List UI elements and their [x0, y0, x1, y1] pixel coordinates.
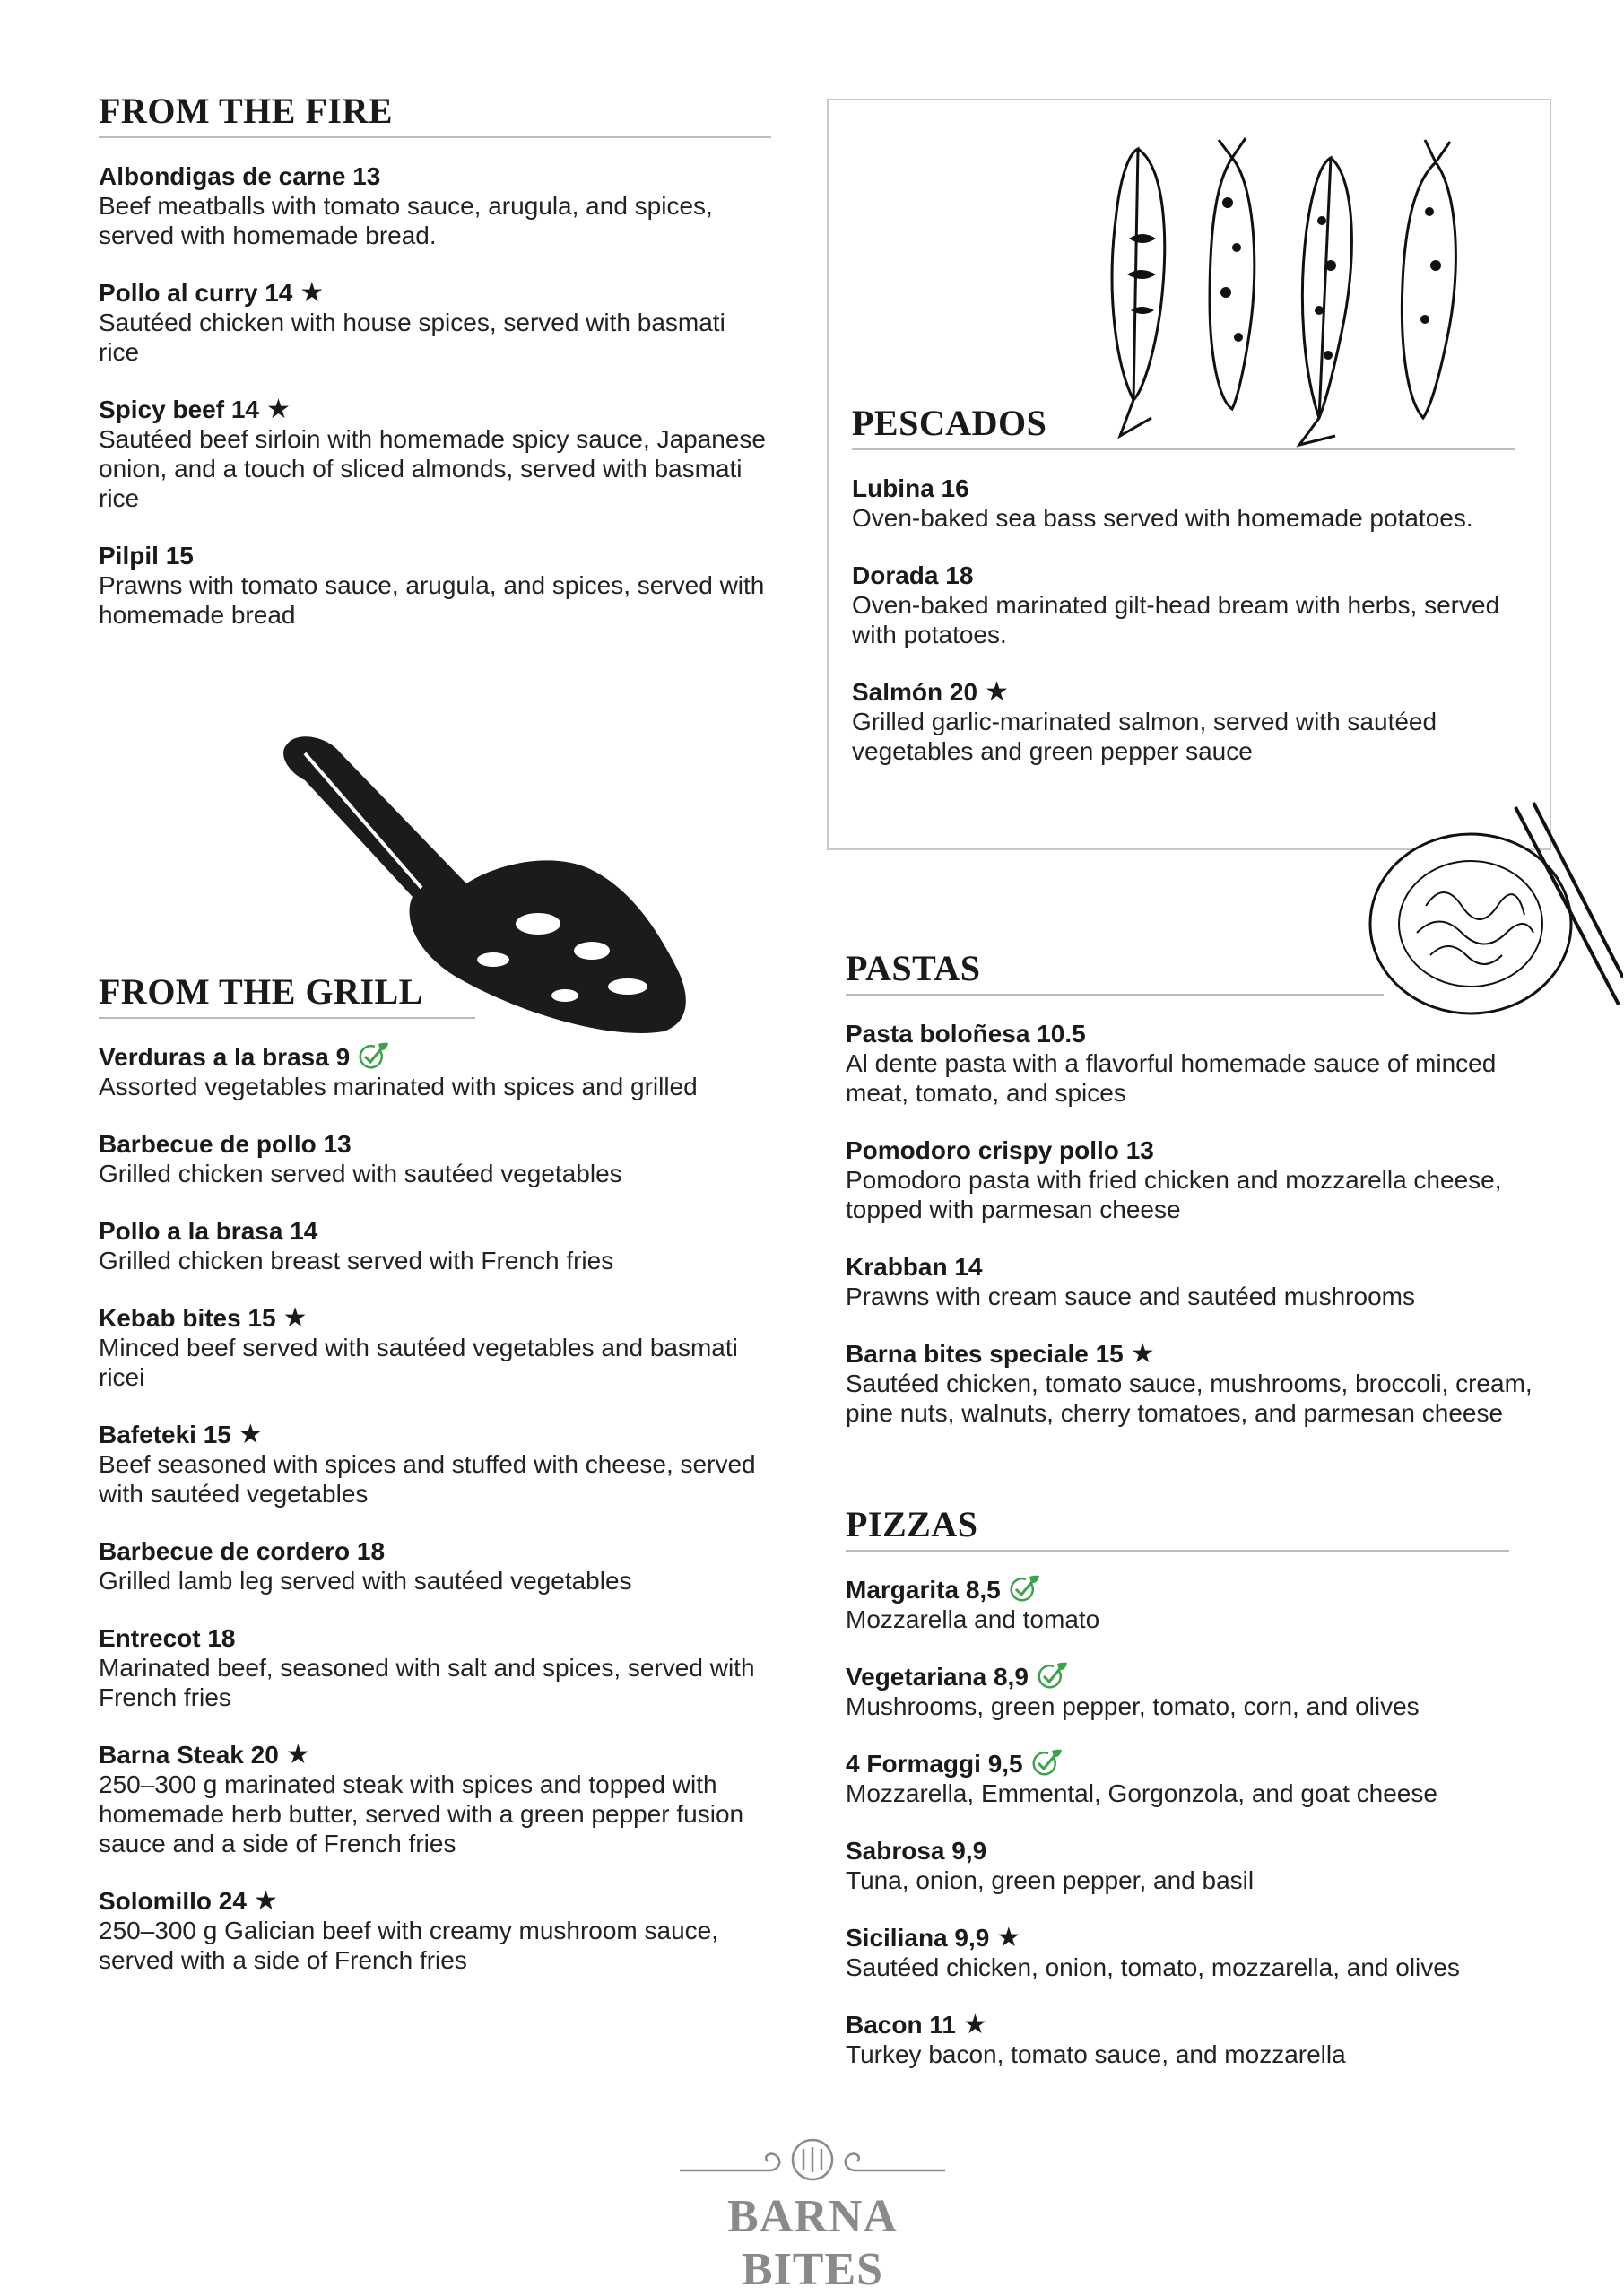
- menu-item-header: [99, 395, 771, 424]
- menu-item: [99, 1623, 780, 1712]
- menu-item: [99, 541, 771, 630]
- menu-item-header: [846, 1662, 1554, 1692]
- menu-item-name: Kebab bites: [99, 1304, 241, 1332]
- pescados-box: [827, 99, 1551, 850]
- menu-item-price: 18: [356, 1537, 386, 1565]
- menu-item-price: 24: [218, 1887, 247, 1915]
- menu-item: [99, 1420, 780, 1509]
- menu-item-description: Grilled garlic-marinated salmon, served with sautéed vegetables and green pepper sauce: [852, 708, 1437, 765]
- menu-item-header: [99, 1129, 780, 1159]
- section-pastas: [846, 948, 1554, 1456]
- menu-item-description: Prawns with tomato sauce, arugula, and spices, served with homemade bread: [99, 571, 765, 629]
- menu-item-header: [99, 1420, 780, 1449]
- chef-special-star-icon: ★: [985, 677, 1009, 707]
- menu-item-description: Beef seasoned with spices and stuffed with cheese, served with sautéed vegetables: [99, 1450, 756, 1508]
- menu-item-price: 10.5: [1037, 1020, 1086, 1048]
- menu-item-name: Margarita: [846, 1576, 960, 1604]
- menu-item-name: 4 Formaggi: [846, 1750, 981, 1778]
- menu-item-name: Bafeteki: [99, 1421, 196, 1448]
- chef-special-star-icon: ★: [285, 1740, 310, 1770]
- menu-item-name: Salmón: [852, 678, 943, 706]
- menu-item-description: Sautéed beef sirloin with homemade spicy sauce, Japanese onion, and a touch of sliced almonds, served with basmati rice: [99, 425, 766, 512]
- menu-item-header: [99, 1536, 780, 1566]
- brand-name: BARNA BITES: [727, 2191, 898, 2295]
- menu-item-price: 14: [230, 396, 259, 423]
- section-title-pizzas: PIZZAS: [846, 1507, 1509, 1552]
- menu-item: [99, 1303, 780, 1392]
- vegetarian-leaf-check-icon: [1030, 1749, 1063, 1778]
- brand-logo: [662, 2135, 963, 2295]
- menu-item-price: 8,9: [993, 1663, 1029, 1691]
- menu-item-description: Oven-baked sea bass served with homemade potatoes.: [852, 504, 1473, 532]
- menu-item-name: Barna bites speciale: [846, 1340, 1089, 1368]
- menu-item-description: Grilled chicken served with sautéed vegetables: [99, 1160, 622, 1187]
- menu-item: [99, 1536, 780, 1596]
- menu-item-name: Pollo a la brasa: [99, 1217, 283, 1245]
- menu-item-price: 11: [929, 2011, 956, 2039]
- menu-item-price: 20: [949, 678, 978, 706]
- menu-item-header: [99, 161, 771, 191]
- menu-item: [99, 161, 771, 250]
- menu-item-header: [846, 1749, 1554, 1779]
- chef-special-star-icon: ★: [1130, 1339, 1155, 1369]
- menu-item-price: 15: [165, 542, 194, 570]
- menu-item: [99, 1886, 780, 1975]
- chef-special-star-icon: ★: [238, 1420, 263, 1449]
- menu-item: [99, 1129, 780, 1188]
- menu-item-description: Marinated beef, seasoned with salt and spices, served with French fries: [99, 1654, 755, 1711]
- menu-item-header: [846, 2010, 1554, 2039]
- chef-special-star-icon: ★: [996, 1923, 1021, 1952]
- menu-item-description: Sautéed chicken, tomato sauce, mushrooms, broccoli, cream, pine nuts, walnuts, cherry tomatoes, and parmesan cheese: [846, 1370, 1533, 1427]
- chef-special-star-icon: ★: [962, 2010, 987, 2039]
- chef-special-star-icon: ★: [253, 1886, 278, 1916]
- section-title-pescados: PESCADOS: [852, 405, 1515, 450]
- menu-item-description: Mozzarella and tomato: [846, 1605, 1100, 1633]
- menu-item-header: [99, 1042, 780, 1072]
- menu-item-price: 15: [203, 1421, 231, 1448]
- menu-item: [99, 1216, 780, 1275]
- menu-item-price: 20: [250, 1741, 279, 1769]
- section-from-the-grill: [99, 971, 780, 2003]
- menu-item: [99, 1740, 780, 1858]
- menu-item: [846, 1923, 1554, 1982]
- menu-list-pizzas: [846, 1575, 1554, 2069]
- menu-item: [99, 395, 771, 513]
- menu-item-name: Pollo al curry: [99, 279, 258, 307]
- menu-item-header: [99, 1623, 780, 1653]
- menu-item-name: Barbecue de cordero: [99, 1537, 351, 1565]
- section-title-fire: FROM THE FIRE: [99, 93, 771, 138]
- menu-item: [846, 1575, 1554, 1634]
- menu-item-description: Assorted vegetables marinated with spices and grilled: [99, 1073, 698, 1100]
- menu-item-header: [846, 1923, 1554, 1952]
- menu-item-name: Entrecot: [99, 1624, 201, 1652]
- menu-item-description: Pomodoro pasta with fried chicken and mozzarella cheese, topped with parmesan cheese: [846, 1166, 1502, 1223]
- menu-item-name: Albondigas de carne: [99, 162, 346, 190]
- chef-special-star-icon: ★: [266, 395, 291, 424]
- menu-item-price: 16: [941, 474, 969, 502]
- menu-item-description: Grilled lamb leg served with sautéed vegetables: [99, 1567, 632, 1595]
- menu-item: [846, 1019, 1554, 1108]
- menu-item-description: Al dente pasta with a flavorful homemade sauce of minced meat, tomato, and spices: [846, 1049, 1497, 1107]
- menu-item-price: 18: [207, 1624, 236, 1652]
- menu-item-description: Beef meatballs with tomato sauce, arugula, and spices, served with homemade bread.: [99, 192, 713, 249]
- section-pescados: [852, 405, 1515, 794]
- menu-item-header: [846, 1252, 1554, 1282]
- menu-item-header: [99, 1303, 780, 1333]
- menu-item-header: [99, 1740, 780, 1770]
- menu-item-name: Spicy beef: [99, 396, 225, 423]
- menu-item-name: Pomodoro crispy pollo: [846, 1136, 1119, 1164]
- menu-item: [99, 278, 771, 367]
- menu-item-price: 9,9: [951, 1837, 987, 1865]
- menu-item: [846, 1749, 1554, 1808]
- menu-item-name: Dorada: [852, 561, 939, 589]
- menu-item-price: 14: [954, 1253, 983, 1281]
- menu-item-price: 13: [352, 162, 381, 190]
- menu-item-header: [99, 278, 771, 308]
- menu-item: [846, 1135, 1554, 1224]
- menu-item-price: 18: [945, 561, 974, 589]
- vegetarian-leaf-check-icon: [1036, 1662, 1068, 1691]
- menu-item-header: [99, 541, 771, 570]
- fork-spoon-knife-icon: [662, 2135, 963, 2188]
- menu-item-name: Barbecue de pollo: [99, 1130, 317, 1158]
- menu-item-description: Sautéed chicken with house spices, served with basmati rice: [99, 309, 725, 366]
- menu-item-description: Grilled chicken breast served with French fries: [99, 1247, 614, 1274]
- menu-item-description: Oven-baked marinated gilt-head bream with herbs, served with potatoes.: [852, 591, 1500, 648]
- menu-item-name: Sabrosa: [846, 1837, 945, 1865]
- menu-item-name: Barna Steak: [99, 1741, 244, 1769]
- menu-item-name: Solomillo: [99, 1887, 212, 1915]
- menu-item-price: 14: [265, 279, 293, 307]
- menu-list-fire: [99, 161, 771, 630]
- menu-item-header: [852, 677, 1515, 707]
- menu-item: [852, 677, 1515, 766]
- menu-item-description: Minced beef served with sautéed vegetables and basmati ricei: [99, 1334, 738, 1391]
- menu-item-name: Siciliana: [846, 1924, 948, 1952]
- menu-item-description: Mushrooms, green pepper, tomato, corn, and olives: [846, 1692, 1420, 1720]
- chef-special-star-icon: ★: [282, 1303, 308, 1333]
- menu-item-price: 9,5: [987, 1750, 1023, 1778]
- menu-item-description: Prawns with cream sauce and sautéed mushrooms: [846, 1283, 1415, 1310]
- menu-item: [846, 2010, 1554, 2069]
- menu-list-pescados: [852, 474, 1515, 766]
- menu-item: [852, 474, 1515, 533]
- menu-item-price: 15: [248, 1304, 276, 1332]
- menu-item-description: Mozzarella, Emmental, Gorgonzola, and goat cheese: [846, 1779, 1437, 1807]
- menu-item-price: 14: [290, 1217, 318, 1245]
- menu-item-price: 13: [323, 1130, 352, 1158]
- menu-item-header: [846, 1135, 1554, 1165]
- menu-item-price: 9,9: [954, 1924, 990, 1952]
- menu-item: [99, 1042, 780, 1101]
- menu-item-description: 250–300 g marinated steak with spices and topped with homemade herb butter, served with a green pepper fusion sauce and a side of French fries: [99, 1770, 744, 1857]
- menu-item-description: 250–300 g Galician beef with creamy mushroom sauce, served with a side of French fries: [99, 1917, 719, 1974]
- section-pizzas: [846, 1504, 1554, 2097]
- menu-item-header: [846, 1019, 1554, 1048]
- menu-item-description: Turkey bacon, tomato sauce, and mozzarella: [846, 2040, 1346, 2068]
- menu-item-description: Tuna, onion, green pepper, and basil: [846, 1866, 1255, 1894]
- menu-list-grill: [99, 1042, 780, 1975]
- menu-item: [846, 1339, 1554, 1428]
- vegetarian-leaf-check-icon: [357, 1042, 389, 1071]
- menu-item-name: Vegetariana: [846, 1663, 987, 1691]
- section-from-the-fire: [99, 93, 771, 657]
- menu-item-name: Bacon: [846, 2011, 923, 2039]
- section-title-pastas: PASTAS: [846, 951, 1384, 996]
- menu-item-name: Krabban: [846, 1253, 948, 1281]
- menu-item-name: Pasta boloñesa: [846, 1020, 1030, 1048]
- vegetarian-leaf-check-icon: [1008, 1575, 1040, 1604]
- menu-item-description: Sautéed chicken, onion, tomato, mozzarella, and olives: [846, 1953, 1460, 1981]
- menu-item-header: [846, 1575, 1554, 1605]
- menu-item: [846, 1662, 1554, 1721]
- menu-item: [846, 1836, 1554, 1895]
- menu-item-header: [99, 1216, 780, 1246]
- menu-item-header: [99, 1886, 780, 1916]
- menu-item-header: [846, 1836, 1554, 1866]
- chef-special-star-icon: ★: [300, 278, 325, 308]
- section-title-grill: FROM THE GRILL: [99, 974, 475, 1019]
- menu-item-price: 15: [1095, 1340, 1124, 1368]
- menu-item-name: Pilpil: [99, 542, 159, 570]
- menu-item-name: Verduras a la brasa: [99, 1043, 329, 1071]
- menu-item-header: [852, 474, 1515, 503]
- menu-list-pastas: [846, 1019, 1554, 1428]
- menu-item: [852, 561, 1515, 649]
- menu-item-price: 9: [335, 1043, 351, 1071]
- menu-item: [846, 1252, 1554, 1311]
- menu-item-price: 8,5: [965, 1576, 1001, 1604]
- menu-item-price: 13: [1125, 1136, 1154, 1164]
- menu-item-header: [846, 1339, 1554, 1369]
- menu-item-header: [852, 561, 1515, 590]
- menu-item-name: Lubina: [852, 474, 934, 502]
